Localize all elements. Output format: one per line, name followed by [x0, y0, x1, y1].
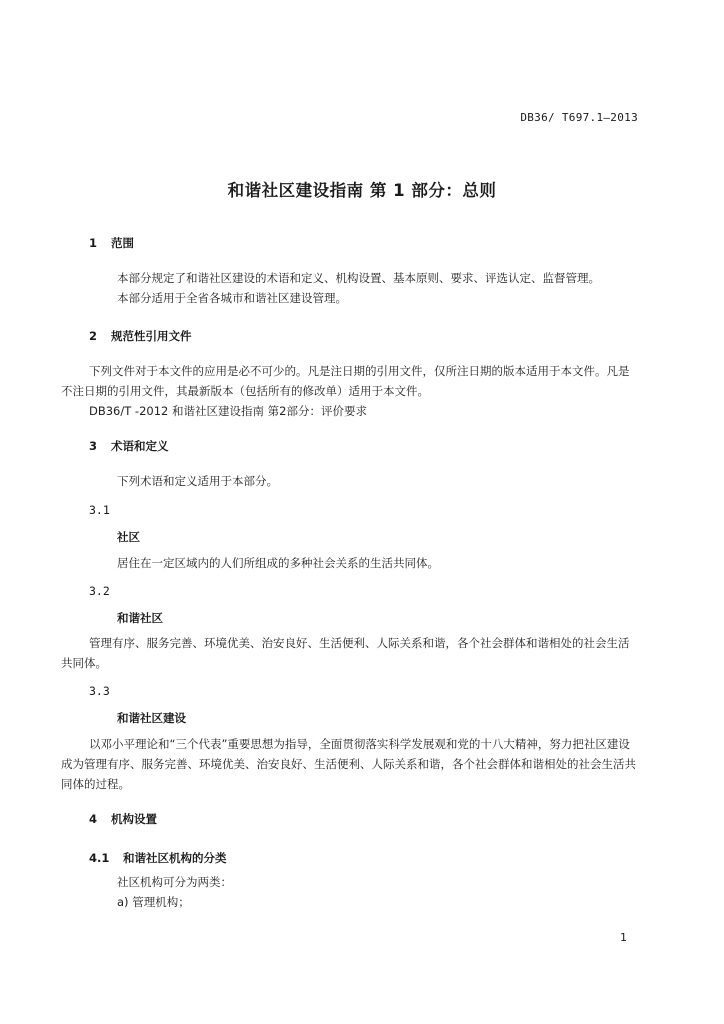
definition-community-building — [61, 734, 639, 794]
definition-text: 居住在一定区域内的人们所组成的多种社会关系的生活共同体。 — [117, 556, 439, 570]
definition-text: 管理有序、服务完善、环境优美、治安良好、生活便利、人际关系和谐，各个社会群体和谐相处的社会生活共同体。 — [61, 636, 630, 670]
paragraph: 下列文件对于本文件的应用是必不可少的。凡是注日期的引用文件，仅所注日期的版本适用于本文件。凡是不注日期的引用文件，其最新版本（包括所有的修改单）适用于本文件。 — [61, 364, 630, 398]
section-number: 1 — [89, 236, 98, 250]
paragraph-line: 本部分适用于全省各城市和谐社区建设管理。 — [117, 291, 347, 305]
section-title: 范围 — [111, 236, 134, 250]
clause-number: 4.1 — [89, 851, 110, 865]
paragraph-line: 本部分规定了和谐社区建设的术语和定义、机构设置、基本原则、要求、评选认定、监督管理。 — [117, 271, 600, 285]
paragraph-line: 社区机构可分为两类： — [117, 875, 232, 889]
section-3-heading — [89, 437, 169, 455]
section-2-heading — [89, 327, 192, 345]
list-item: a) 管理机构； — [117, 895, 190, 909]
definition-harmonious-community — [61, 633, 639, 673]
section-1-heading — [89, 234, 134, 252]
section-4-heading — [89, 810, 157, 828]
clause-3-1-number: 3.1 — [89, 503, 110, 517]
paragraph-line: 下列术语和定义适用于本部分。 — [117, 474, 278, 488]
section-number: 3 — [89, 439, 98, 453]
section-title: 术语和定义 — [111, 439, 169, 453]
document-title: 和谐社区建设指南 第 1 部分：总则 — [227, 181, 497, 200]
term-community-building: 和谐社区建设 — [117, 711, 186, 725]
normative-reference: DB36/T -2012 和谐社区建设指南 第2部分：评价要求 — [89, 404, 367, 418]
section-title: 规范性引用文件 — [111, 329, 192, 343]
section-number: 2 — [89, 329, 98, 343]
clause-title: 和谐社区机构的分类 — [123, 851, 227, 865]
section-2-body — [61, 361, 637, 421]
definition-community — [89, 553, 637, 573]
definition-text: 以邓小平理论和“三个代表”重要思想为指导，全面贯彻落实科学发展观和党的十八大精神，努力把社区建设成为管理有序、服务完善、环境优美、治安良好、生活便利、人际关系和谐，各个社会群体和谐相处的社会生活共同体的过程。 — [61, 737, 636, 791]
clause-3-3-number: 3.3 — [89, 684, 110, 698]
clause-4-1-heading — [89, 849, 227, 867]
term-harmonious-community: 和谐社区 — [117, 611, 163, 625]
clause-3-2-number: 3.2 — [89, 584, 110, 598]
term-community: 社区 — [117, 530, 140, 544]
section-3-intro — [89, 471, 637, 491]
page-number: 1 — [620, 931, 627, 944]
section-number: 4 — [89, 812, 98, 826]
standard-number: DB36/ T697.1—2013 — [520, 111, 638, 124]
clause-4-1-body — [89, 872, 637, 912]
section-1-body — [89, 268, 637, 308]
section-title: 机构设置 — [111, 812, 157, 826]
